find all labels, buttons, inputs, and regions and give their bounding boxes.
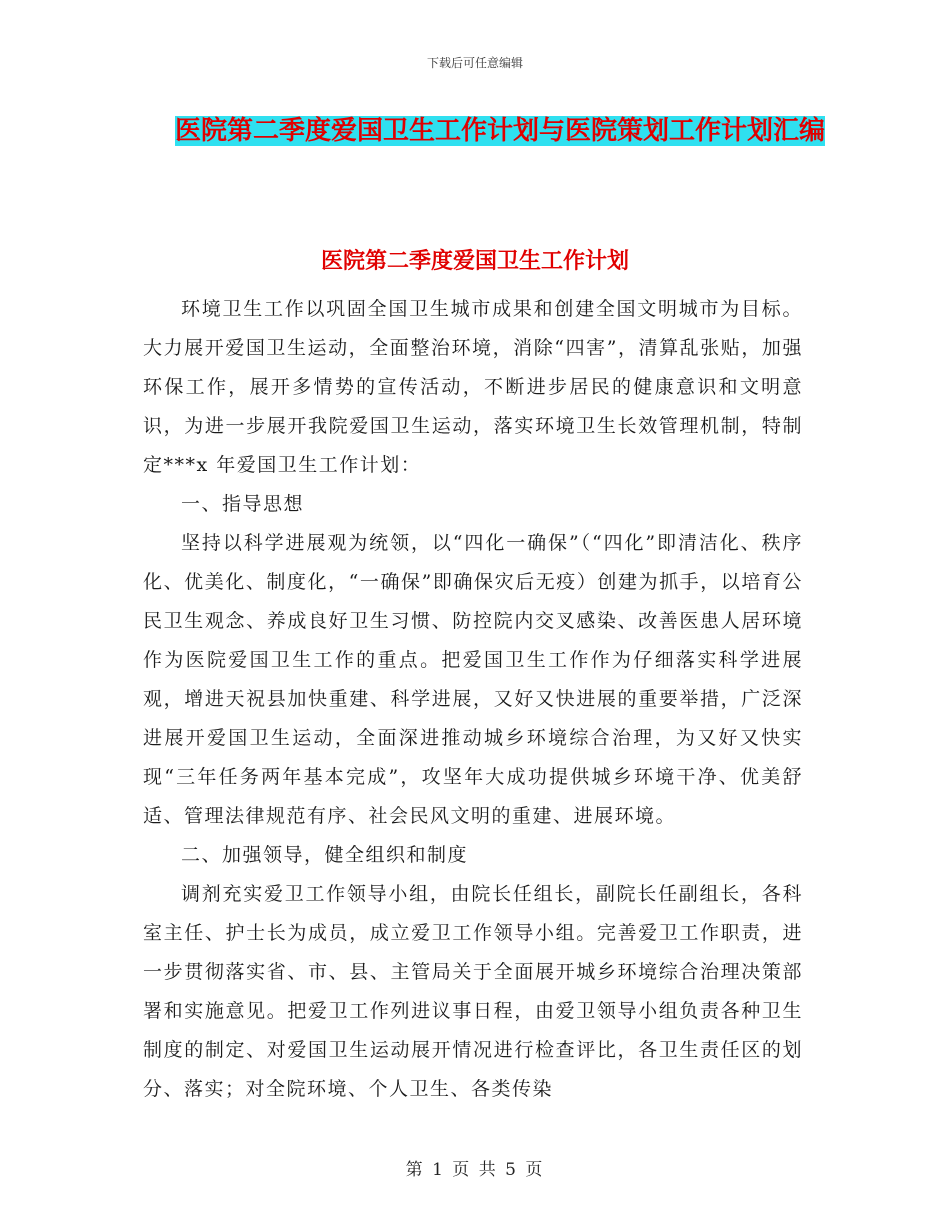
paragraph-intro: 环境卫生工作以巩固全国卫生城市成果和创建全国文明城市为目标。大力展开爱国卫生运动，全面整治环境，消除“四害”，清算乱张贴，加强环保工作，展开多情势的宣传活动，不断进步居民的健康意识和文明意识，为进一步展开我院爱国卫生运动，落实环境卫生长效管理机制，特制定***x 年爱国卫生工作计划：	[143, 298, 803, 476]
header-note: 下载后可任意编辑	[426, 56, 523, 70]
document-title-text: 医院第二季度爱国卫生工作计划与医院策划工作计划汇编	[174, 116, 825, 146]
paragraph-leadership: 调剂充实爱卫工作领导小组，由院长任组长，副院长任副组长，各科室主任、护士长为成员，成立爱卫工作领导小组。完善爱卫工作职责，进一步贯彻落实省、市、县、主管局关于全面展开城乡环境综合治理决策部署和实施意见。把爱卫工作列进议事日程，由爱卫领导小组负责各种卫生制度的制定、对爱国卫生运动展开情况进行检查评比，各卫生责任区的划分、落实；对全院环境、个人卫生、各类传染	[143, 883, 803, 1100]
document-body	[143, 290, 803, 1109]
page-number-footer: 第 1 页 共 5 页	[405, 1160, 545, 1180]
document-title	[140, 110, 860, 152]
heading-leadership: 二、加强领导，健全组织和制度	[181, 844, 469, 866]
section-title: 医院第二季度爱国卫生工作计划	[320, 248, 629, 274]
paragraph-guiding-ideology: 坚持以科学进展观为统领，以“四化一确保”（“四化”即清洁化、秩序化、优美化、制度化，“一确保”即确保灾后无疫）创建为抓手，以培育公民卫生观念、养成良好卫生习惯、防控院内交叉感染、改善医患人居环境作为医院爱国卫生工作的重点。把爱国卫生工作作为仔细落实科学进展观，增进天祝县加快重建、科学进展，又好又快进展的重要举措，广泛深进展开爱国卫生运动，全面深进推动城乡环境综合治理，为又好又快实现“三年任务两年基本完成”，攻坚年大成功提供城乡环境干净、优美舒适、管理法律规范有序、社会民风文明的重建、进展环境。	[143, 532, 803, 827]
heading-guiding-ideology: 一、指导思想	[181, 493, 305, 515]
